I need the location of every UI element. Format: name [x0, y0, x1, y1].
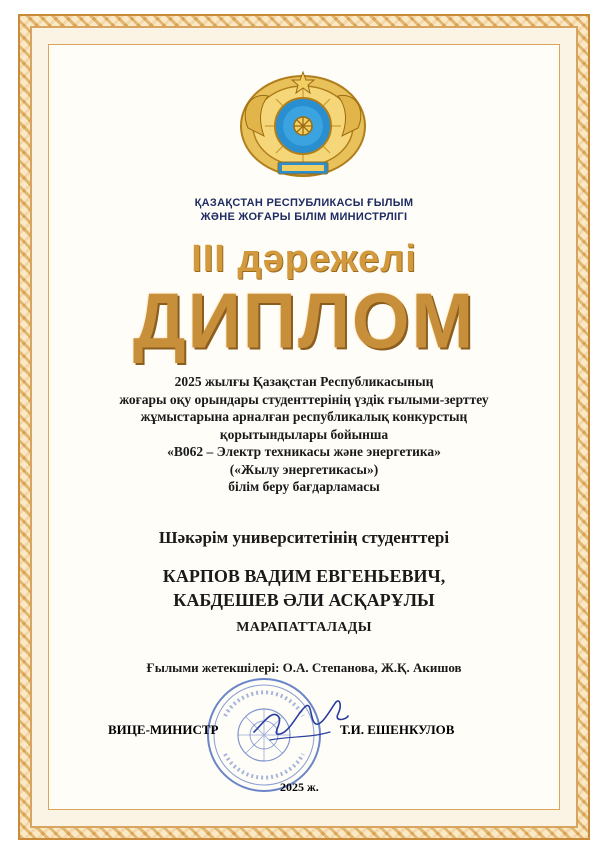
body-line-1: 2025 жылғы Қазақстан Республикасының: [174, 374, 434, 389]
award-description: [48, 373, 560, 496]
awarded-label: МАРАПАТТАЛАДЫ: [236, 620, 372, 635]
state-emblem-icon: [238, 70, 368, 182]
signatory-name: Т.И. ЕШЕНКУЛОВ: [340, 722, 455, 737]
recipient-name-1: КАРПОВ ВАДИМ ЕВГЕНЬЕВИЧ,: [162, 566, 446, 586]
body-line-4: қорытындылары бойынша: [219, 426, 389, 442]
ministry-line-1: ҚАЗАҚСТАН РЕСПУБЛИКАСЫ ҒЫЛЫМ: [194, 197, 414, 209]
diploma-title: ДИПЛОМ: [132, 276, 476, 365]
body-line-7: білім беру бағдарламасы: [228, 479, 380, 494]
body-line-5: «В062 – Электр техникасы және энергетика»: [167, 444, 441, 459]
body-line-2: жоғары оқу орындары студенттерінің үздік ғылыми-зерттеу: [119, 391, 489, 407]
body-line-3: жұмыстарына арналған республикалық конкурстың: [140, 409, 468, 424]
degree-heading: ІІІ дәрежелі: [191, 238, 417, 280]
recipient-names: [48, 564, 560, 612]
body-line-6: («Жылу энергетикасы»): [229, 461, 379, 477]
issue-year: 2025 ж.: [280, 780, 319, 794]
university-students: Шәкәрім университетінің студенттері: [158, 528, 450, 547]
supervisors-line: Ғылыми жетекшілері: О.А. Степанова, Ж.Қ. Акишов: [146, 660, 462, 675]
signatory-position: ВИЦЕ-МИНИСТР: [108, 722, 219, 737]
signature-icon: [250, 692, 350, 746]
ministry-line-2: ЖӘНЕ ЖОҒАРЫ БІЛІМ МИНИСТРЛІГІ: [200, 211, 408, 223]
ministry-name: [48, 196, 560, 224]
recipient-name-2: КАБДЕШЕВ ӘЛИ АСҚАРҰЛЫ: [173, 590, 435, 610]
